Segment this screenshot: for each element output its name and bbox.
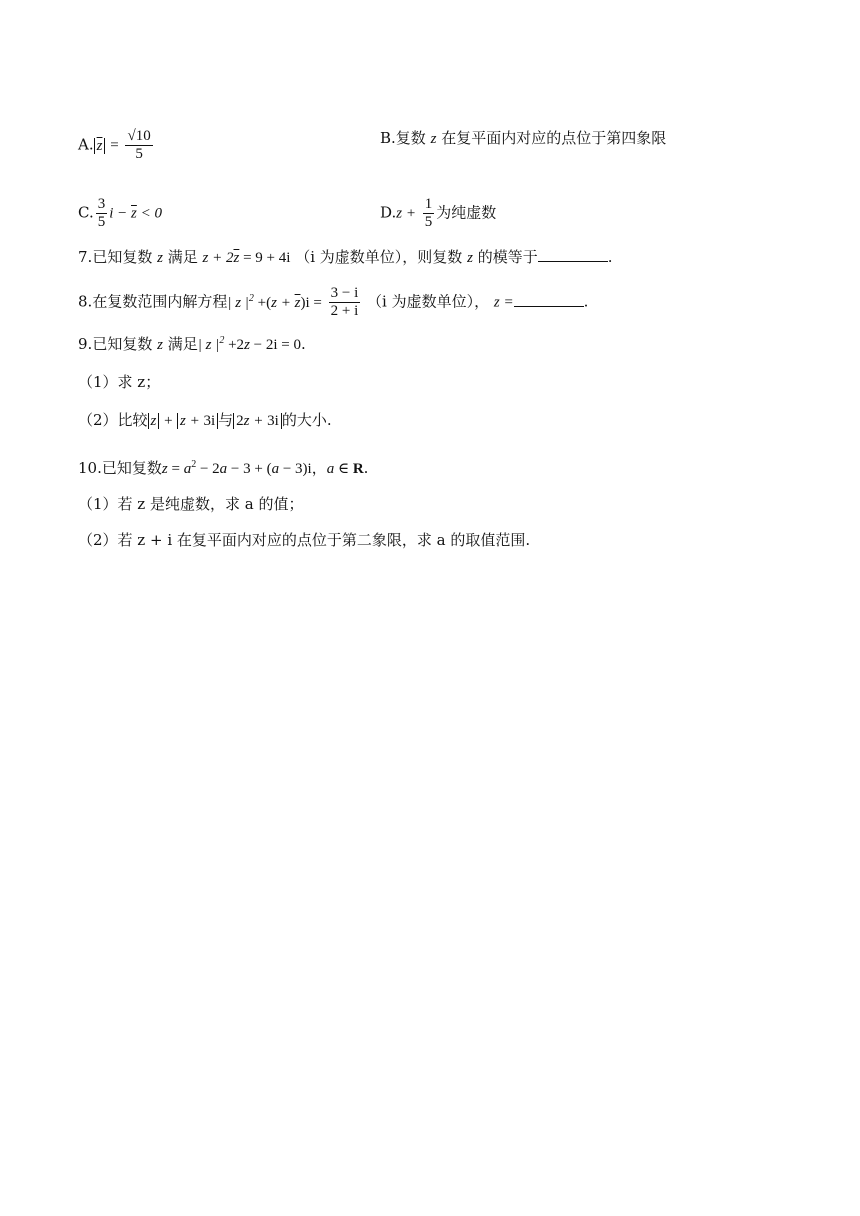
option-c-label: C.: [78, 203, 94, 222]
q10-sub1: （1）若 z 是纯虚数，求 a 的值；: [78, 495, 304, 513]
question-10: [78, 455, 368, 479]
option-a: [78, 128, 155, 163]
q10-sep: ，: [311, 459, 327, 477]
q8-formula: | z $|^2 +(z + \overline{z})i$ =: [227, 292, 322, 311]
option-d-num: 1: [424, 196, 433, 212]
option-d-text: 为纯虚数: [436, 203, 497, 222]
option-c-fraction: [96, 196, 108, 231]
option-c: [78, 196, 162, 231]
q7-formula: $z + 2\overline{z} = 9 + 4i$: [202, 250, 291, 266]
q9-sub2-pre: （2）比较: [78, 411, 148, 429]
option-c-den: 5: [97, 214, 106, 230]
option-d-var: z +: [396, 205, 416, 222]
option-d-fraction: [423, 196, 435, 231]
q7-text1: 已知复数: [92, 248, 153, 266]
option-d-den: 5: [424, 214, 433, 230]
q8-num: 3 − i: [330, 285, 359, 301]
option-a-label: A.: [78, 135, 94, 154]
q9-var: z: [157, 337, 163, 353]
q9-formula: | z $|^2 +2z - 2i = 0$: [197, 335, 301, 353]
option-b-label: B.: [380, 129, 396, 147]
option-b: [380, 128, 666, 149]
option-d: [380, 196, 496, 231]
q7-var2: z: [467, 250, 473, 266]
q9-sub2-post: 的大小.: [281, 411, 332, 429]
q8-end: .: [583, 292, 589, 311]
q10-number: 10.: [78, 459, 102, 477]
q7-answer-blank[interactable]: [538, 247, 608, 262]
q9-sub2: [78, 410, 332, 431]
option-a-den: 5: [135, 146, 143, 162]
question-8: [78, 285, 588, 320]
q8-fraction: [329, 285, 361, 320]
option-d-label: D.: [380, 203, 397, 222]
option-a-fraction: [125, 128, 152, 163]
question-9: [78, 331, 306, 355]
q7-var: z: [157, 250, 163, 266]
q9-sub2-mid: 与: [218, 411, 234, 429]
q7-number: 7.: [78, 248, 93, 266]
option-a-eq: =: [110, 137, 119, 154]
q10-sub2: （2）若 z + i 在复平面内对应的点位于第二象限，求 a 的取值范围.: [78, 531, 531, 549]
question-7: [78, 247, 613, 268]
option-b-text: 在复平面内对应的点位于第四象限: [441, 129, 667, 147]
option-b-var: z: [430, 131, 437, 147]
q8-number: 8.: [78, 292, 93, 311]
option-c-num: 3: [97, 196, 106, 212]
q7-text2: 满足: [167, 248, 198, 266]
q8-answer-blank[interactable]: [514, 292, 584, 307]
q9-number: 9.: [78, 335, 93, 353]
q9-sub2-formula2: 2z + 3i: [233, 413, 282, 429]
q9-end: .: [301, 335, 306, 353]
q8-note: （i 为虚数单位），: [367, 292, 490, 311]
q8-text1: 在复数范围内解方程: [92, 292, 228, 311]
option-b-pre: 复数: [395, 129, 426, 147]
q7-end: .: [607, 248, 613, 266]
option-c-expr: $i - \overline{z} < 0$: [109, 205, 162, 222]
option-a-num: √10: [127, 128, 151, 144]
q9-sub2-formula1: z + z + 3i: [148, 413, 219, 429]
q8-den: 2 + i: [330, 303, 359, 319]
option-a-abs: $\overline{z}$: [94, 138, 106, 154]
q9-sub1: （1）求 z；: [78, 373, 161, 391]
q7-text3: 的模等于: [477, 248, 538, 266]
q9-text1: 已知复数: [92, 335, 153, 353]
q10-end: .: [363, 459, 369, 477]
q10-text1: 已知复数: [101, 459, 162, 477]
q10-domain: a ∈ R: [326, 461, 364, 477]
q10-formula: $z = a^2 - 2a - 3 + (a - 3)i$: [161, 459, 312, 477]
q7-note: （i 为虚数单位），则复数: [295, 248, 463, 266]
q9-text2: 满足: [167, 335, 198, 353]
q8-answer-prefix: z =: [493, 294, 514, 311]
